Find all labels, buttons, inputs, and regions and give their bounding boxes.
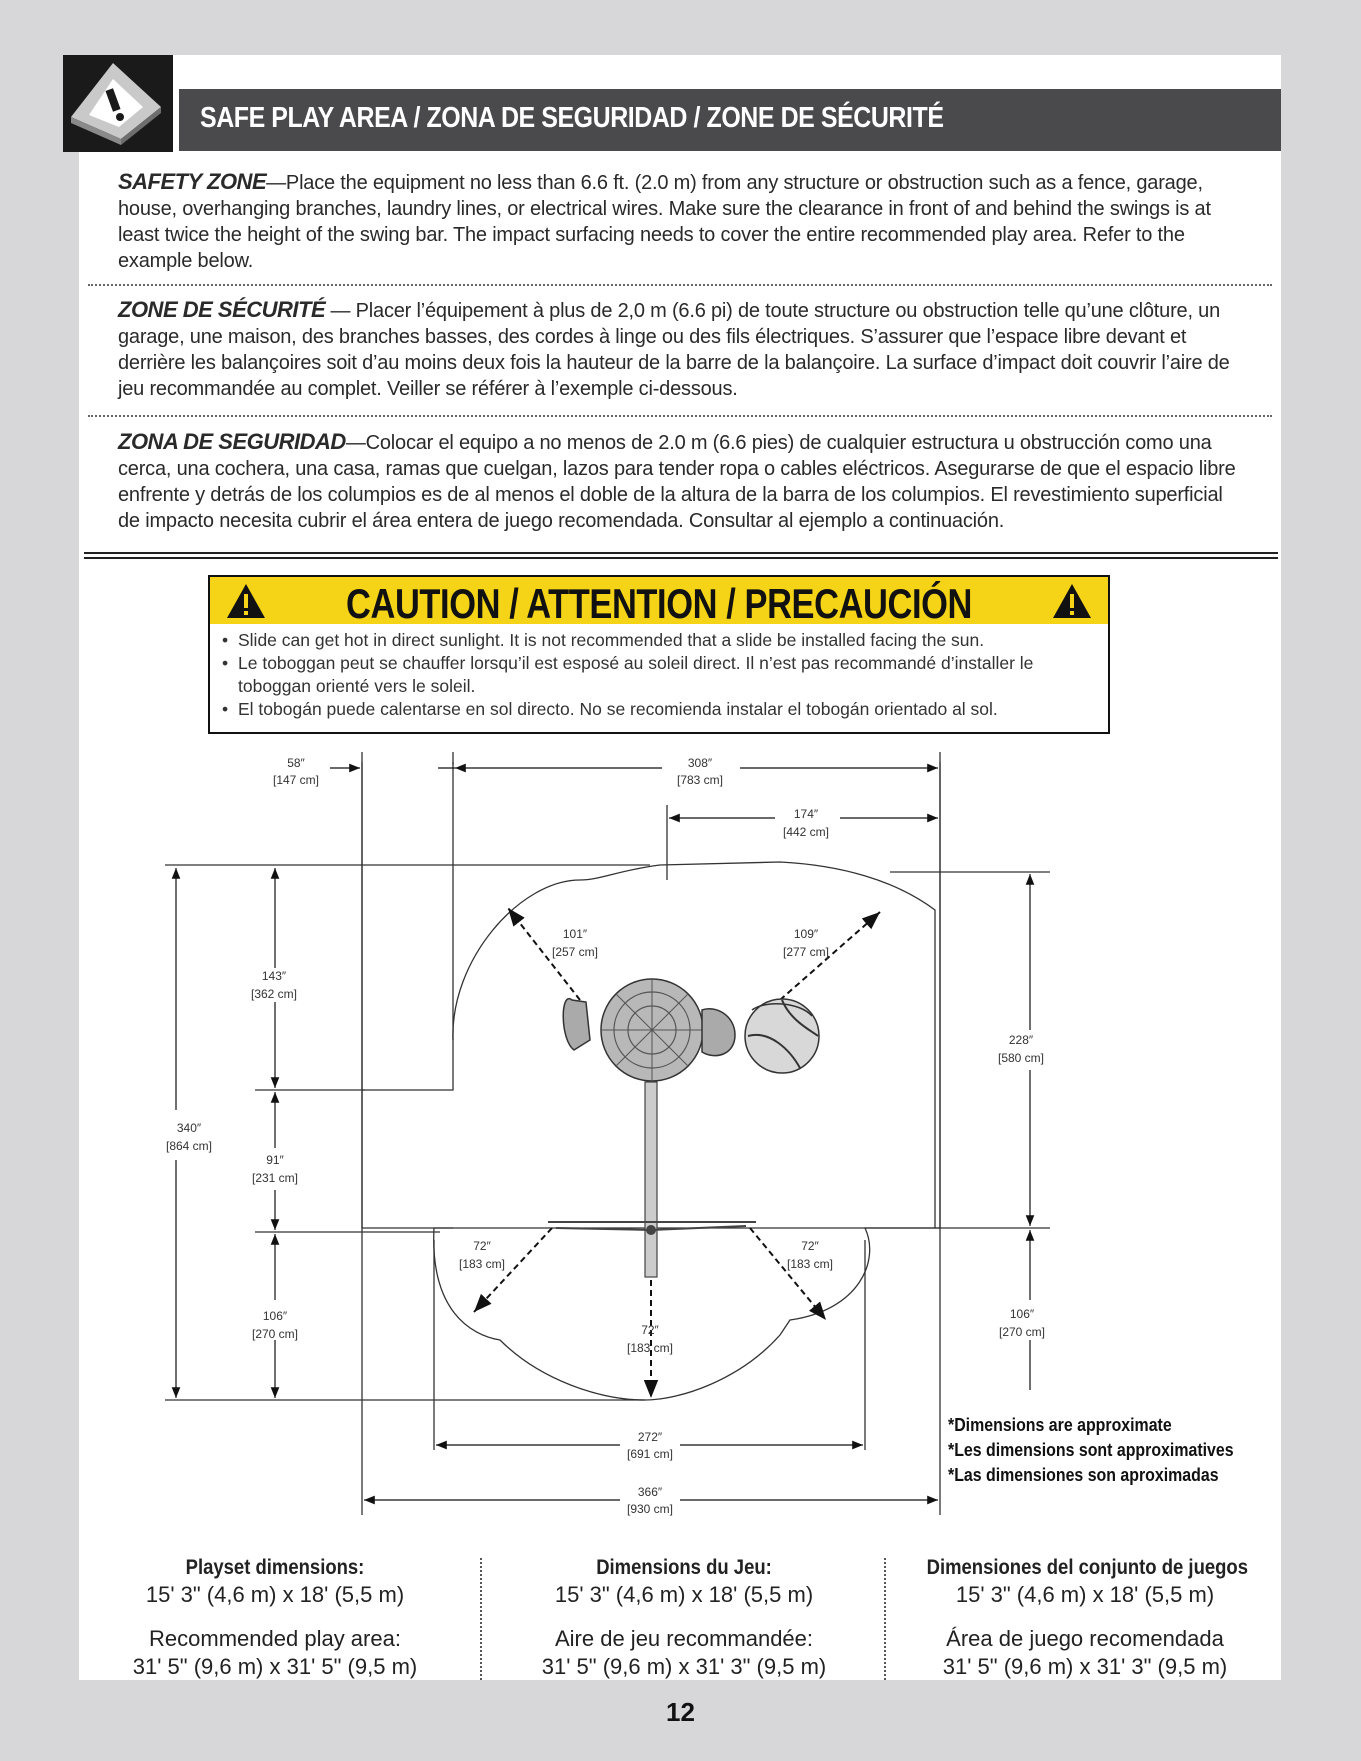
dim-340: 340″ — [176, 1121, 202, 1135]
section-heading: SAFETY ZONE — [118, 169, 267, 194]
column-title: Dimensions du Jeu: — [596, 1556, 772, 1579]
column-divider — [480, 1558, 482, 1680]
playset-illustration — [548, 979, 819, 1277]
column-title: Dimensiones del conjunto de juegos — [926, 1556, 1248, 1579]
dim-308: 308″ — [687, 756, 713, 770]
dim-272-cm: [691 cm] — [626, 1447, 674, 1461]
page-title: SAFE PLAY AREA / ZONA DE SEGURIDAD / ZONE DE SÉCURITÉ — [200, 102, 944, 134]
dim-72-center-cm: [183 cm] — [626, 1341, 674, 1355]
dim-72-right: 72″ — [801, 1239, 819, 1253]
dims-column-french — [504, 1556, 864, 1680]
dim-101: 101″ — [562, 927, 588, 941]
section-text: —Place the equipment no less than 6.6 ft. (2.0 m) from any structure or obstruction such as a fence, garage, house, overhanging branches, laundry lines, or electrical wires. Make sure the clearance in front of and behind the swings is at least twice the height of the swing bar. The impact surfacing needs to cover the entire recommended play area. Refer to the example below. — [118, 172, 1211, 272]
dim-72-left: 72″ — [473, 1239, 491, 1253]
dim-272: 272″ — [637, 1430, 663, 1444]
playset-size: 15' 3" (4,6 m) x 18' (5,5 m) — [554, 1582, 814, 1607]
dim-366-cm: [930 cm] — [626, 1502, 674, 1516]
area-label: Recommended play area: — [149, 1626, 401, 1651]
dim-228: 228″ — [1008, 1033, 1034, 1047]
dim-366: 366″ — [637, 1485, 663, 1499]
dims-column-english — [95, 1556, 455, 1680]
area-size: 31' 5" (9,6 m) x 31' 5" (9,5 m) — [132, 1654, 418, 1679]
section-text: — Placer l’équipement à plus de 2,0 m (6.6 pi) de toute structure ou obstruction telle qu’une clôture, un garage, une maison, des branches basses, des cordes à linge ou des fils électriques. S’assurer que l’espace libre devant et derrière les balançoires soit d’au moins deux fois la hauteur de la barre de la balançoire. La surface d’impact doit couvrir l’aire de jeu recommandée au complet. Veiller se référer à l’exemple ci-dessous. — [118, 300, 1230, 400]
dim-340-cm: [864 cm] — [165, 1139, 213, 1153]
dim-72-center: 72″ — [641, 1323, 659, 1337]
page-number: 12 — [666, 1697, 695, 1727]
dim-101-cm: [257 cm] — [551, 945, 599, 959]
column-title: Playset dimensions: — [185, 1556, 365, 1579]
playset-size: 15' 3" (4,6 m) x 18' (5,5 m) — [145, 1582, 405, 1607]
dim-106-left-cm: [270 cm] — [251, 1327, 299, 1341]
safety-zone-curve — [434, 862, 935, 1400]
dim-58-cm: [147 cm] — [272, 773, 320, 787]
approx-note-spanish: *Las dimensiones son aproximadas — [948, 1464, 1219, 1485]
dim-106-left: 106″ — [262, 1309, 288, 1323]
section-heading: ZONA DE SEGURIDAD — [118, 429, 346, 454]
dim-91-cm: [231 cm] — [251, 1171, 299, 1185]
area-label: Área de juego recomendada — [946, 1626, 1224, 1651]
dim-109: 109″ — [793, 927, 819, 941]
list-item: • El tobogán puede calentarse en sol directo. No se recomienda instalar el tobogán orientado al sol. — [222, 698, 1102, 721]
dim-91: 91″ — [266, 1153, 284, 1167]
dim-72-right-cm: [183 cm] — [786, 1257, 834, 1271]
caution-title: CAUTION / ATTENTION / PRECAUCIÓN — [346, 580, 972, 627]
dim-174: 174″ — [793, 807, 819, 821]
area-size: 31' 5" (9,6 m) x 31' 3" (9,5 m) — [541, 1654, 827, 1679]
dim-143-cm: [362 cm] — [250, 987, 298, 1001]
playset-size: 15' 3" (4,6 m) x 18' (5,5 m) — [955, 1582, 1215, 1607]
dim-106-right-cm: [270 cm] — [998, 1325, 1046, 1339]
dim-174-cm: [442 cm] — [782, 825, 830, 839]
area-label: Aire de jeu recommandée: — [554, 1626, 814, 1651]
dims-column-spanish — [905, 1556, 1265, 1680]
dim-143: 143″ — [261, 969, 287, 983]
dim-58: 58″ — [287, 756, 305, 770]
list-item: • Le toboggan peut se chauffer lorsqu’il est esposé au soleil direct. Il n’est pas recommandé d’installer le toboggan orienté vers le soleil. — [222, 652, 1102, 698]
dim-228-cm: [580 cm] — [997, 1051, 1045, 1065]
dim-109-cm: [277 cm] — [782, 945, 830, 959]
approx-note-english: *Dimensions are approximate — [948, 1414, 1172, 1435]
area-size: 31' 5" (9,6 m) x 31' 3" (9,5 m) — [942, 1654, 1228, 1679]
approx-note-french: *Les dimensions sont approximatives — [948, 1439, 1234, 1460]
section-text: —Colocar el equipo a no menos de 2.0 m (6.6 pies) de cualquier estructura u obstrucción como una cerca, una cochera, una casa, ramas que cuelgan, lazos para tender ropa o cables eléctricos. Asegurarse de que el espacio libre enfrente y detrás de los columpios es de al menos el doble de la altura de la barra de los columpios. El revestimiento superficial de impacto necesita cubrir el área entera de juego recomendada. Consultar al ejemplo a continuación. — [118, 432, 1236, 532]
column-divider — [884, 1558, 886, 1680]
section-heading: ZONE DE SÉCURITÉ — [118, 297, 326, 322]
dim-308-cm: [783 cm] — [676, 773, 724, 787]
dim-72-left-cm: [183 cm] — [458, 1257, 506, 1271]
dim-106-right: 106″ — [1009, 1307, 1035, 1321]
list-item: • Slide can get hot in direct sunlight. It is not recommended that a slide be installed facing the sun. — [222, 629, 1102, 652]
